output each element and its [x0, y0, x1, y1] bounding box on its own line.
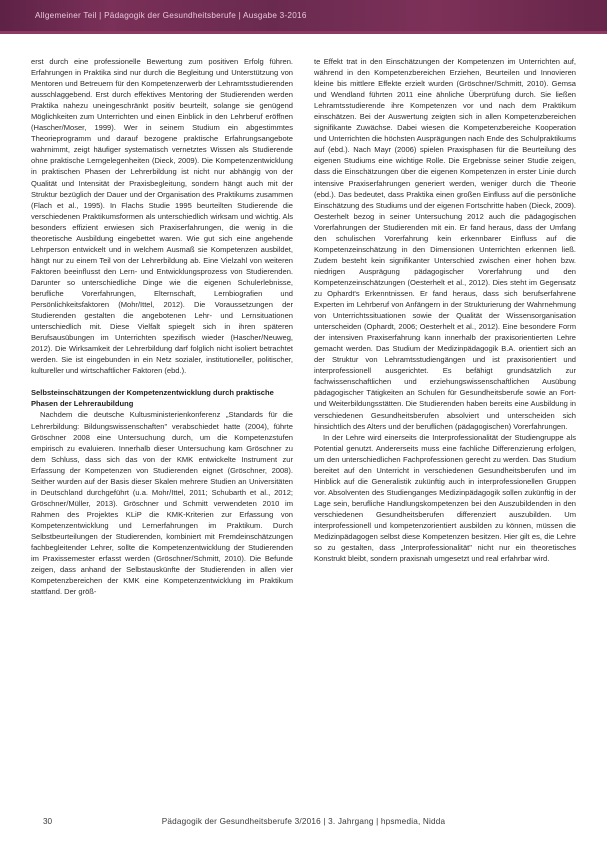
- page-header-band: [0, 0, 607, 34]
- page-footer: [0, 817, 607, 831]
- left-column: [31, 56, 293, 796]
- footer-citation: Pädagogik der Gesundheitsberufe 3/2016 | 3. Jahrgang | hpsmedia, Nidda: [161, 817, 446, 826]
- left-paragraph-continued: erst durch eine professionelle Bewertung zum positiven Erfolg führen. Erfahrungen in Praktika sind nur durch die Begleitung und Unterstützung von Mentoren und Betreuern für den Kompetenzerwerb der Lehramtsstudierenden ausschlaggebend. Erst durch effektives Mentoring der Studierenden werden Praktika nahezu uneingeschränkt positiv beurteilt, solange sie genügend Möglichkeiten zum Unterrichten und einen Einblick in den Lehrberuf eröffnen (Hascher/Moser, 1999). Wer in seinem Studium ein abgestimmtes Theorieprogramm und darauf bezogene praktische Erfahrungsangebote wahrnimmt, zeigt häufiger systematisch vernetztes Wissen als Studierende ohne praktische Lerngelegenheiten (Dieck, 2009). Die Kompetenzentwicklung in praktischen Phasen der Lehrerbildung ist nicht nur abhängig von der Qualität und Intensität der Praxisbegleitung, sondern hängt auch mit der Struktur bezüglich der Dauer und der Organisation des Praktikums zusammen (Flach et al., 1995). In Flachs Studie 1995 beurteilten Studierende die verschiedenen Praktikumsformen als unterschiedlich wirksam und wichtig. Als besonders effizient erwiesen sich Praxiserfahrungen, die wenig in die theoretische Ausbildung eingebettet waren. Wie gut sich eine angehende Lehrperson entwickelt und in welchem Ausmaß sie Kompetenzen ausbildet, hängt nur zu einem Teil von der Lehrerbildung ab. Eine Vielzahl von weiteren Faktoren beeinflusst den Lern- und Entwicklungsprozess von Studierenden. Darunter so unterschiedliche Dinge wie die eigenen Schulerlebnisse, berufliche Vorerfahrungen, Elternschaft, Lernbiografien und Persönlichkeitsfaktoren (Mohr/Ittel, 2012). Die Voraussetzungen der Studierenden gestalten die angebotenen Lehr- und Lernsituationen unterschiedlich mit. Diese Vielfalt spiegelt sich in ihren späteren Berufsausübungen im Unterrichten spezifisch wieder (Hascher/Neuweg, 2012). Die Wirksamkeit der Lehrerbildung darf folglich nicht isoliert betrachtet werden. Sie ist eingebunden in ein Netz sozialer, institutioneller, politischer, kultureller und wirtschaftlicher Faktoren (ebd.).: [31, 57, 293, 376]
- right-paragraph-continued: te Effekt trat in den Einschätzungen der Kompetenzen im Unterrichten auf, während in den Kompetenzbereichen Erziehen, Beurteilen und Innovieren kleine bis mittlere Effekte erzielt wurden (Gröschner/Schmitt, 2010). Gemsa und Wendland führten 2011 eine ähnliche Überprüfung durch. Sie ließen Lehramtsstudierende ihre Kompetenzen vor und nach dem Praktikum einschätzen. Bei der Auswertung zeigten sich in allen Kompetenzbereichen signifikante Zuwächse. Dabei wiesen die Kompetenzbereiche Kooperation und Unterrichten die höchsten Ausprägungen nach Ende des Schulpraktikums auf (ebd.). Nach Mayr (2006) spielen Praxisphasen für die Beurteilung des eigenen Studiums eine wichtige Rolle. Die Ergebnisse seiner Studie zeigen, dass die Einschätzungen über die eigenen Kompetenzen in erster Linie durch intensive Praxiserfahrungen generiert werden, weniger durch die Theorie (ebd.). Das bedeutet, dass Praktika einen großen Einfluss auf die persönliche Einschätzung des Studiums und der eigenen Fortschritte haben (Dieck, 2009). Oesterhelt bezog in seiner Untersuchung 2012 auch die pädagogischen Vorerfahrungen der Studierenden mit ein. Er fand heraus, dass der Umfang den schulischen Vorerfahrung kein erkennbarer Einfluss auf die Kompetenzeinschätzung in den Dimensionen Unterrichten erkennen ließ. Zudem besteht kein signifikanter Unterschied zwischen einer hohen bzw. niedrigen Ausprägung pädagogischer Vorerfahrung und den Kompetenzeinschätzungen (Oesterhelt et al., 2012). Dies steht im Gegensatz zu Ophardt's Erkenntnissen. Er fand heraus, dass sich berufserfahrene Experten im Lehrberuf von Anfängern in der Strukturierung der Wahrnehmung von Unterrichtssituationen sowie der Qualität der Wissensorganisation unterscheiden (Ophardt, 2006; Oesterhelt et al., 2012). Eine besondere Form der intensiven Praxiserfahrung kann innerhalb der praxisorientierten Lehre gemacht werden. Das Studium der Medizinpädagogik B.A. orientiert sich an der Struktur von Lehramtsstudiengängen und ist praxisorientiert und interprofessionell ausgerichtet. Es befähigt grundsätzlich zur fachwissenschaftlichen und erziehungswissenschaftlichen Ausübung pädagogischer Tätigkeiten an Schulen für Gesundheitsberufe sowie an Fort- und Weiterbildungsstätten. Die Studierenden haben bereits eine Ausbildung in verschiedenen Gesundheitsberufen absolviert und unterscheiden sich hinsichtlich des Alters und der beruflichen (pädagogischen) Vorerfahrungen.: [314, 57, 576, 431]
- running-header-title: Allgemeiner Teil | Pädagogik der Gesundheitsberufe | Ausgabe 3-2016: [35, 11, 307, 20]
- page-body: [0, 34, 607, 853]
- page-number: 30: [43, 817, 53, 826]
- right-column: [314, 56, 576, 796]
- left-paragraph-after-subheading: Nachdem die deutsche Kultusministerienkonferenz „Standards für die Lehrerbildung: Bildungswissenschaften" verabschiedet hatte (2004), führte Gröschner 2008 eine Untersuchung durch, um die Kompetenzstufen empirisch zu evaluieren. Innerhalb dieser Untersuchung kam Gröschner zu dem Schluss, dass sich das von der KMK entwickelte Instrument zur Erfassung der Kompetenzen von Studierenden eignet (Gröschner, 2008). Seither wurden auf der Basis dieser Skalen mehrere Studien an Universitäten in Deutschland durchgeführt (u.a. Mohr/Ittel, 2011; Schubarth et al., 2012; Gröschner/Müller, 2013). Gröschner und Schmitt verwendeten 2010 im Rahmen des Projektes KLiP die KMK-Kriterien zur Erfassung von Kompetenzentwicklung und Lernerfahrungen im Praktikum. Durch Selbstbeurteilungen der Studierenden, kombiniert mit Fremdeinschätzungen fachbegleitender Lehrer, sollte die Kompetenzentwicklung der Studierenden im Praxissemester erfasst werden (Gröschner/Schmitt, 2010). Die Befunde zeigen, dass anhand der Selbstauskünfte der Studierenden in allen vier Kompetenzbereichen der KMK eine Kompetenzentwicklung im Praktikum stattfand. Der größ-: [31, 410, 293, 597]
- two-column-layout: [31, 56, 576, 796]
- right-paragraph-second: In der Lehre wird einerseits die Interprofessionalität der Studiengruppe als Potential genutzt. Andererseits muss eine fachliche Differenzierung erfolgen, um den unterschiedlichen Fachprofessionen gerecht zu werden. Das Studium bereitet auf den Unterricht in verschiedenen Gesundheitsberufen und im Hinblick auf die Generalistik zukünftig auch in interprofessionellen Gruppen vor. Absolventen des Studienganges Medizinpädagogik sollen zukünftig in der Lage sein, berufliche Handlungskompetenzen bei den Auszubildenden in den verschiedenen Gesundheitsberufen differenziert auszubilden. Um interprofessionell und kompetenzorientiert ausbilden zu können, müssen die Medizinpädagogen selbst diese Kompetenzen besitzen. Hier gilt es, die Lehre so zu gestalten, dass „Interprofessionalität" nicht nur ein theoretisches Konstrukt bleibt, sondern praxisnah umgesetzt und real erfahrbar wird.: [314, 432, 576, 564]
- section-subheading: Selbsteinschätzungen der Kompetenzentwicklung durch praktische Phasen der Lehreraubildung: [31, 388, 274, 409]
